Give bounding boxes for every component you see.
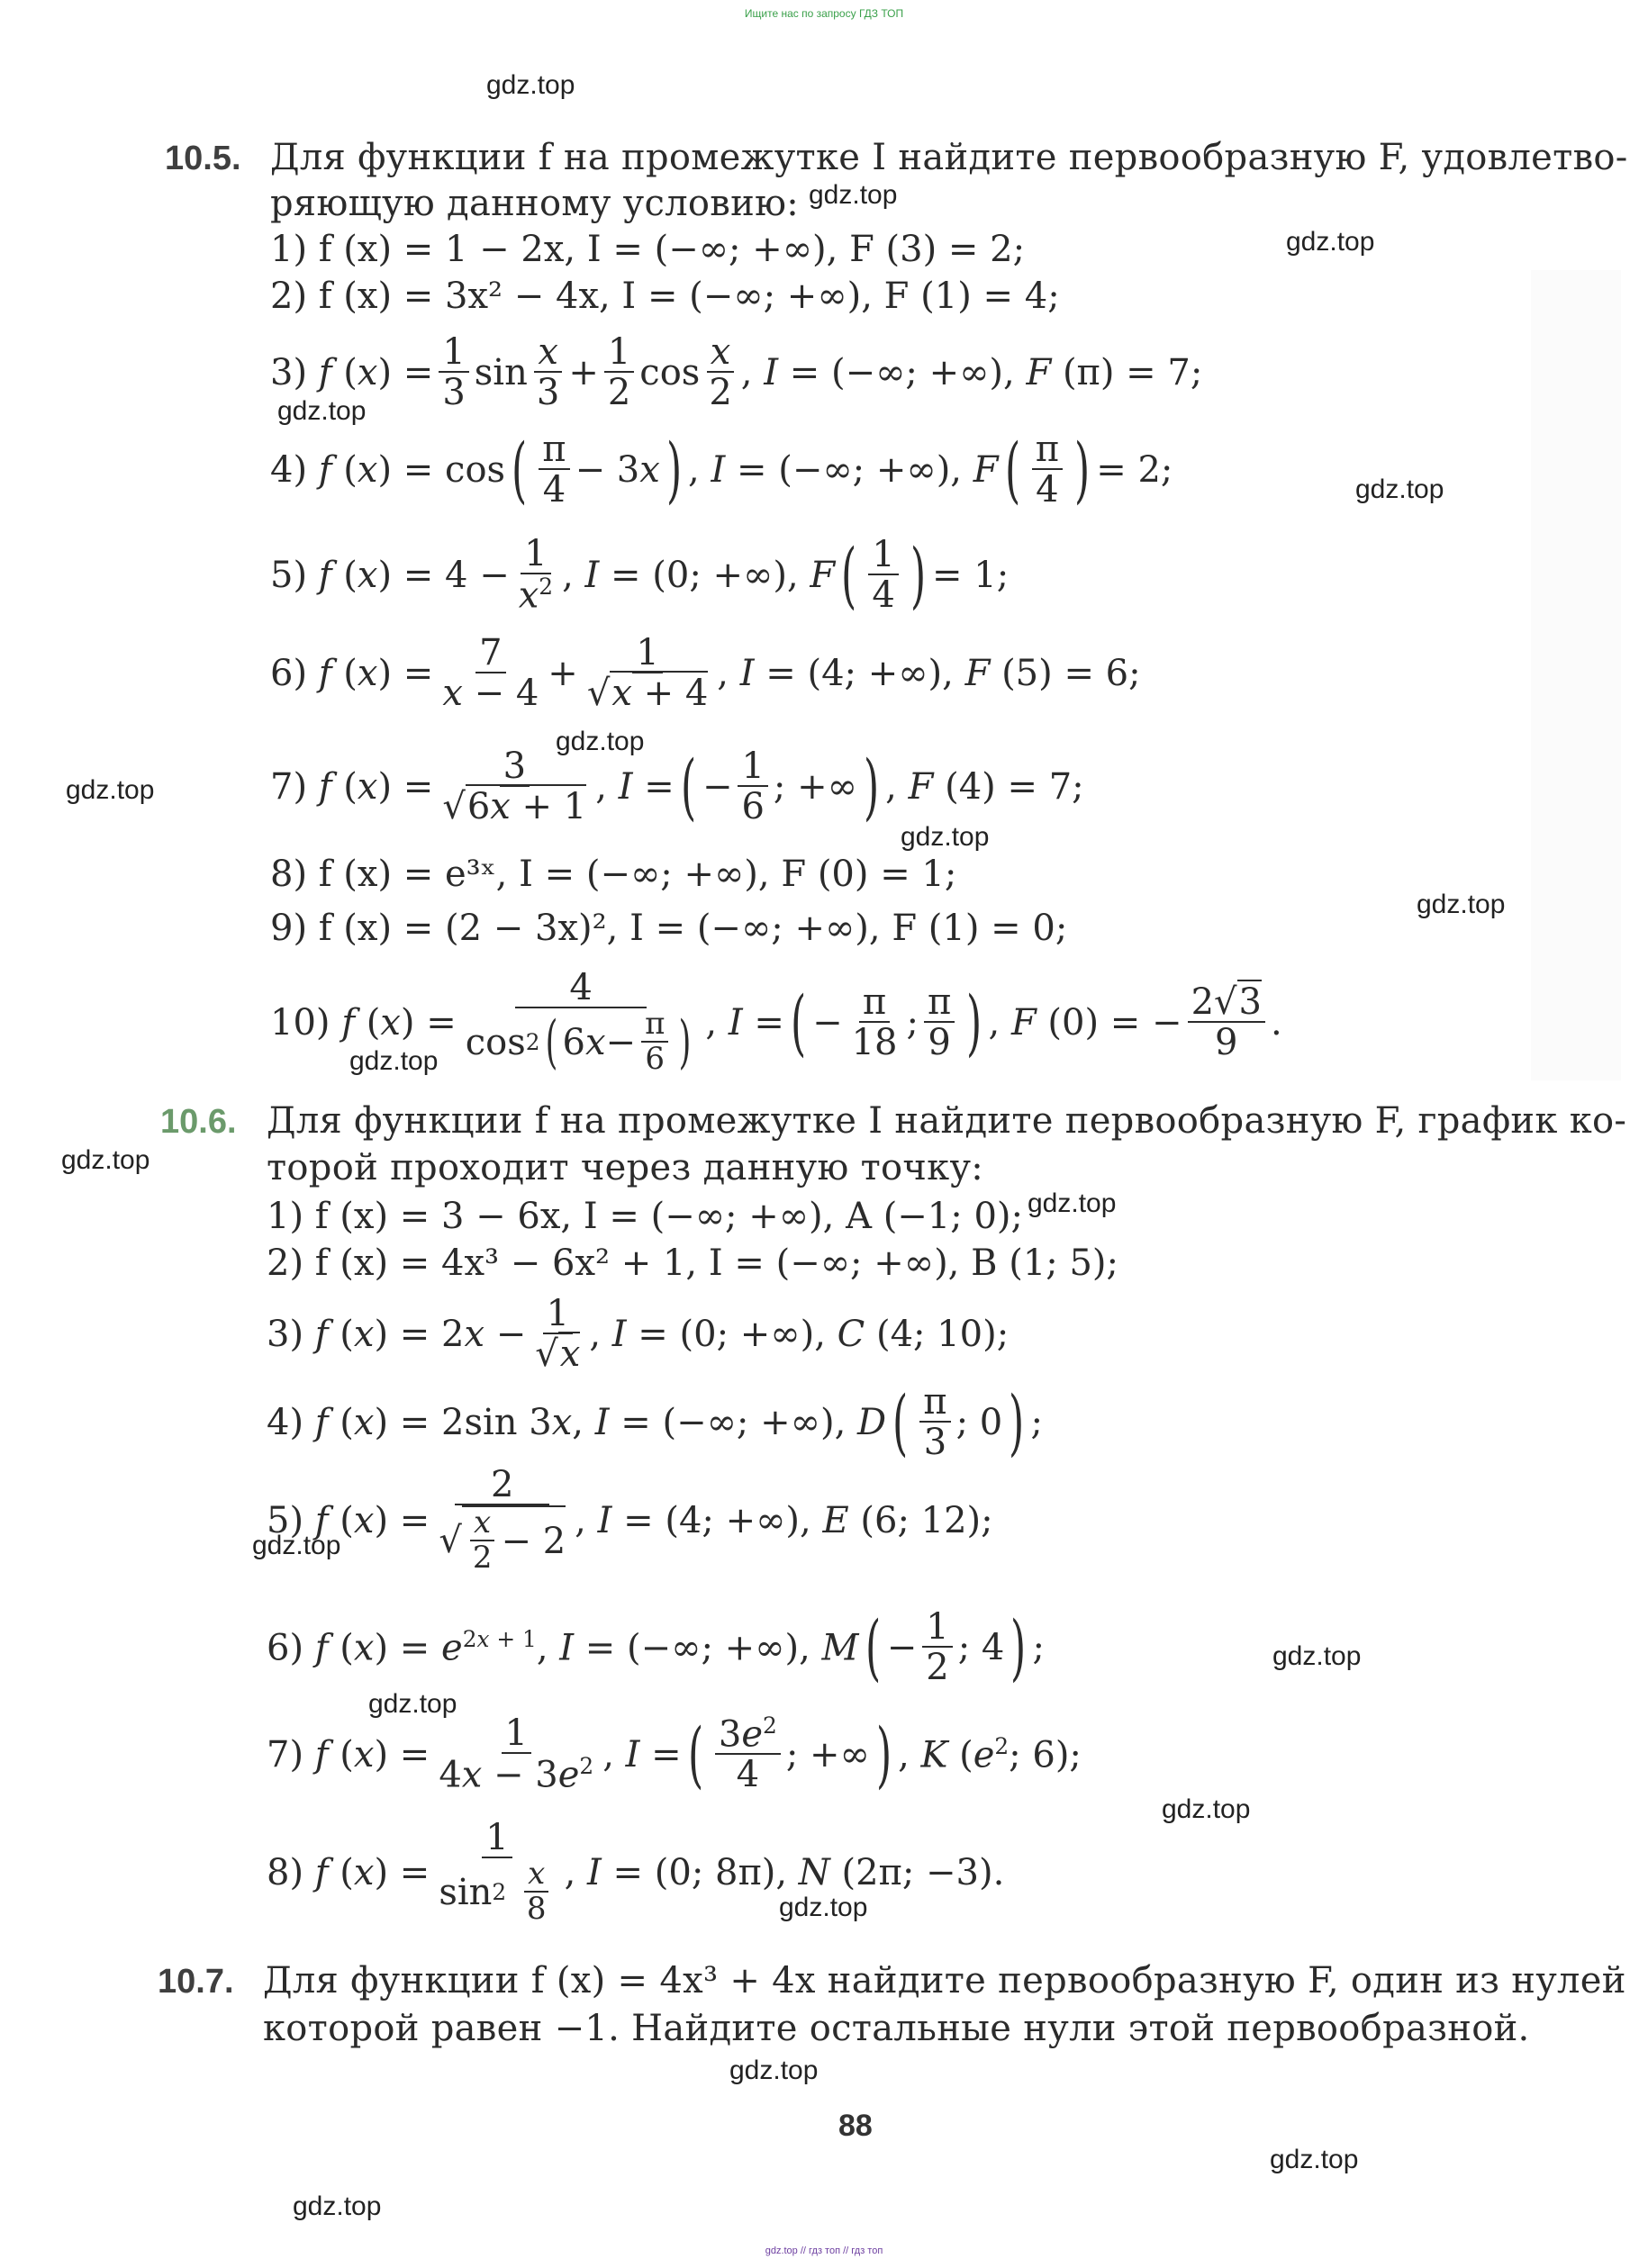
watermark: gdz.top (1355, 474, 1444, 504)
watermark: gdz.top (293, 2191, 382, 2221)
exercise-10-5-item-10: 10) f (x) = 4 cos 2 ( 6 x − $\frac{\pi}{6}$ ) , I = ( − $\frac{\pi}{18}$ ; $\frac{\pi}{9}$ ) , F (0) = − $\frac{2√3}{9}$ . (270, 967, 1282, 1077)
exercise-10-6-item-5: 5) f (x) = 2 √ $\frac{x}{2}$ − 2 , I = (4; +∞), E (6; 12); (267, 1464, 993, 1576)
watermark: gdz.top (368, 1689, 457, 1719)
exercise-10-6-item-3: 3) f (x) = 2x − $\frac{1}{√x}$ , I = (0; +∞), C (4; 10); (267, 1293, 1010, 1375)
exercise-10-6-item-8: 8) f (x) = 1 sin 2 $\frac{x}{8}$ , I = (0; 8π), N (2π; −3). (267, 1817, 1005, 1927)
watermark: gdz.top (486, 70, 575, 100)
watermark: gdz.top (729, 2056, 819, 2085)
exercise-10-6-item-6: 6) f $(x) = e^{2x + 1}$, I = (−∞; +∞), M ( − $\frac{1}{2}$ ; 4 ) ; (267, 1605, 1046, 1689)
watermark: gdz.top (556, 727, 645, 756)
watermark: gdz.top (1270, 2145, 1359, 2174)
watermark: gdz.top (349, 1046, 439, 1076)
exercise-10-5-text-line1: Для функции f на промежутке I найдите первообразную F, удовлетво- (270, 137, 1628, 178)
top-note: Ищите нас по запросу ГДЗ ТОП (744, 7, 904, 20)
exercise-10-5-text-line2: ряющую данному условию: (270, 183, 799, 224)
watermark: gdz.top (1272, 1641, 1362, 1671)
watermark: gdz.top (1286, 227, 1375, 257)
watermark: gdz.top (1028, 1188, 1117, 1218)
exercise-10-6-item-2: 2) f (x) = 4x³ − 6x² + 1, I = (−∞; +∞), B (1; 5); (267, 1242, 1118, 1284)
exercise-10-5-item-5: 5) f (x) = 4 − $\frac{1}{x^2}$ , I = (0; +∞), F ( $\frac{1}{4}$ ) = 1; (270, 532, 1010, 617)
exercise-10-6-item-4: 4) f (x) = 2sin 3x, I = (−∞; +∞), D ( $\frac{\pi}{3}$ ; 0 ) ; (267, 1380, 1043, 1464)
exercise-10-7-text-line2: которой равен −1. Найдите остальные нули этой первообразной. (263, 2008, 1530, 2049)
watermark: gdz.top (252, 1531, 341, 1560)
watermark: gdz.top (61, 1145, 150, 1175)
bottom-note: gdz.top // гдз топ // гдз топ (765, 2245, 883, 2256)
exercise-10-6-item-1: 1) f (x) = 3 − 6x, I = (−∞; +∞), A (−1; 0); (267, 1196, 1023, 1237)
watermark: gdz.top (66, 775, 155, 805)
exercise-10-5-item-2: 2) f (x) = 3x² − 4x, I = (−∞; +∞), F (1) = 4; (270, 276, 1060, 317)
exercise-10-5-item-9: 9) f (x) = (2 − 3x)², I = (−∞; +∞), F (1) = 0; (270, 908, 1068, 949)
scan-shadow (1531, 270, 1621, 1080)
watermark: gdz.top (1162, 1794, 1251, 1824)
exercise-10-7-text-line1: Для функции f (x) = 4x³ + 4x найдите первообразную F, один из нулей (263, 1960, 1626, 2001)
page-number: 88 (838, 2109, 873, 2143)
exercise-10-5-item-6: 6) f (x) = $\frac{7}{x - 4}$ + $\frac{1}{√x + 4}$ , I = (4; +∞), F (5) = 6; (270, 632, 1141, 714)
exercise-10-5-item-1: 1) f (x) = 1 − 2x, I = (−∞; +∞), F (3) = 2; (270, 229, 1026, 270)
exercise-10-6-item-7: 7) f (x) = $\frac{1}{4x - 3e^2}$ , I = ( $\frac{3e^2}{4}$ ; +∞ ) , K ($e^2$; 6); (267, 1712, 1082, 1796)
exercise-number-10-7: 10.7. (158, 1963, 234, 2001)
exercise-10-5-item-3: 3) f (x) = $\frac{1}{3}$ sin $\frac{x}{3}$ + $\frac{1}{2}$ cos $\frac{x}{2}$ , I = (−∞; +∞), F (π) = 7; (270, 331, 1203, 413)
exercise-10-6-text-line2: торой проходит через данную точку: (267, 1147, 984, 1188)
exercise-10-6-text-line1: Для функции f на промежутке I найдите первообразную F, график ко- (267, 1100, 1627, 1142)
exercise-10-5-item-4: 4) f (x) = cos ( $\frac{\pi}{4}$ − 3x ) , I = (−∞; +∞), F ( $\frac{\pi}{4}$ ) = 2; (270, 428, 1173, 511)
exercise-number-10-6: 10.6. (160, 1103, 237, 1141)
watermark: gdz.top (277, 396, 367, 426)
exercise-10-5-item-7: 7) f (x) = $\frac{3}{√6x + 1}$ , I = ( − $\frac{1}{6}$ ; +∞ ) , F (4) = 7; (270, 745, 1084, 828)
watermark: gdz.top (779, 1893, 868, 1922)
exercise-10-5-item-8: 8) f (x) = e³ˣ, I = (−∞; +∞), F (0) = 1; (270, 854, 957, 895)
exercise-number-10-5: 10.5. (165, 140, 241, 177)
watermark: gdz.top (901, 822, 990, 852)
watermark: gdz.top (809, 180, 898, 210)
watermark: gdz.top (1417, 890, 1506, 919)
